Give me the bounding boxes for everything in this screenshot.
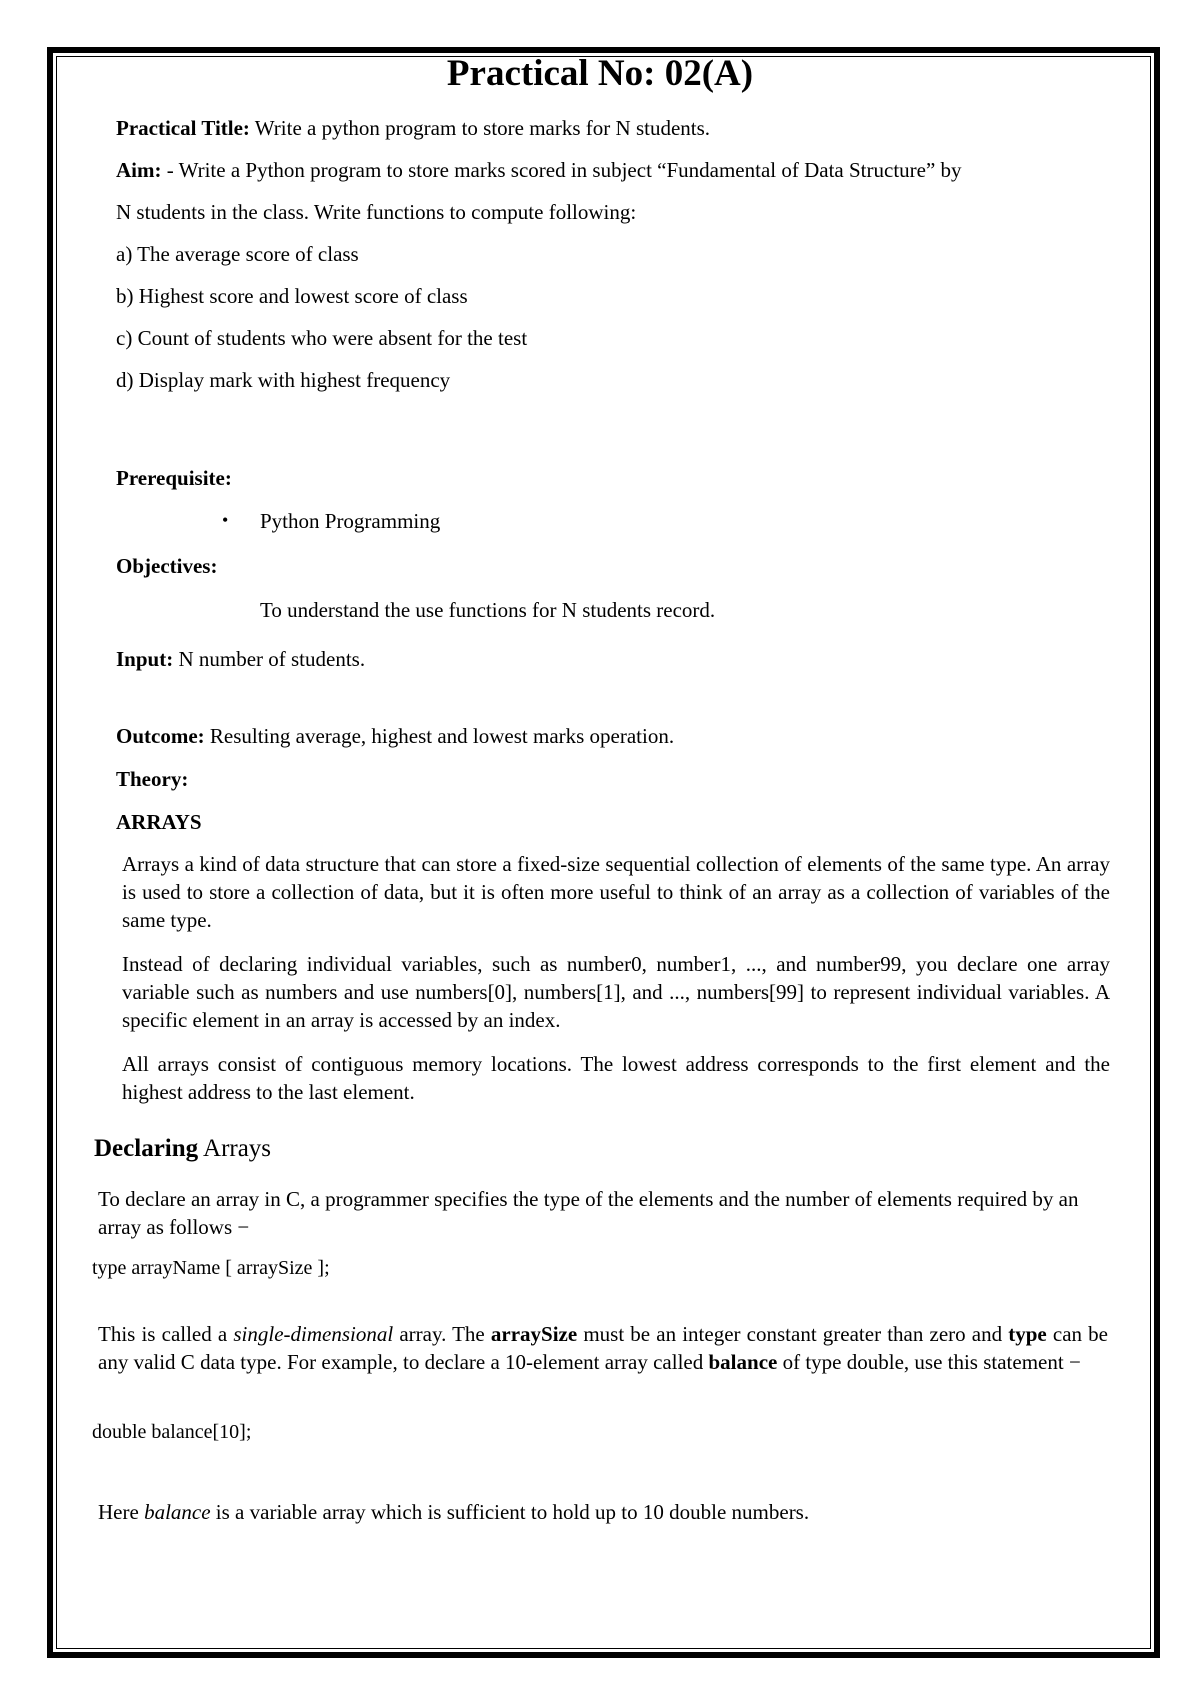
aim-text-2: N students in the class. Write functions to compute following: [116, 200, 637, 224]
practical-title-line [116, 116, 710, 141]
aim-item-d: d) Display mark with highest frequency [116, 368, 451, 392]
objectives-text: To understand the use functions for N students record. [260, 598, 716, 622]
p1-d: arraySize [490, 1322, 578, 1346]
p1-a: This is called a [98, 1322, 234, 1346]
p2-a: Here [98, 1500, 145, 1524]
p2-b: balance [144, 1500, 211, 1524]
aim-item-b: b) Highest score and lowest score of class [116, 284, 468, 308]
arrays-paragraph-3: All arrays consist of contiguous memory locations. The lowest address corresponds to the first element and the highest address to the last element. [122, 1052, 1110, 1104]
declaring-paragraph-1 [98, 1320, 1108, 1376]
aim-item-a: a) The average score of class [116, 242, 359, 266]
p1-b: single-dimensional [233, 1322, 394, 1346]
practical-title-text: Write a python program to store marks for N students. [249, 116, 711, 140]
input-label: Input: [116, 647, 174, 671]
declaring-intro: To declare an array in C, a programmer specifies the type of the elements and the number of elements required by an array as follows − [98, 1187, 1079, 1239]
arrays-paragraph-2: Instead of declaring individual variables, such as number0, number1, ..., and number99, you declare one array variable such as numbers and use numbers[0], numbers[1], and ..., numbers[99] to represent individual variables. A specific element in an array is accessed by an index. [122, 952, 1110, 1032]
prerequisite-item: Python Programming [260, 509, 441, 533]
p1-h: balance [708, 1350, 778, 1374]
aim-line [116, 158, 962, 183]
bullet-icon: • [222, 510, 229, 530]
declaring-arrays-heading [94, 1135, 271, 1163]
declaring-syntax: type arrayName [ arraySize ]; [92, 1257, 330, 1279]
declaring-heading-rest: Arrays [198, 1135, 272, 1162]
p1-e: must be an integer constant greater than zero and [577, 1322, 1009, 1346]
theory-label: Theory: [116, 767, 189, 791]
p1-g: can be any valid C data type. For example, to declare a 10-element array called [98, 1322, 1108, 1374]
p1-f: type [1008, 1322, 1047, 1346]
aim-item-c: c) Count of students who were absent for the test [116, 326, 528, 350]
declaring-paragraph-2 [98, 1500, 809, 1525]
objectives-label: Objectives: [116, 554, 218, 578]
p1-c: array. The [393, 1322, 491, 1346]
p2-c: is a variable array which is sufficient to hold up to 10 double numbers. [210, 1500, 810, 1524]
outcome-label: Outcome: [116, 724, 205, 748]
input-line [116, 647, 365, 672]
aim-text: - Write a Python program to store marks scored in subject “Fundamental of Data Structure” by [161, 158, 962, 182]
aim-label: Aim: [116, 158, 162, 182]
page-title: Practical No: 02(A) [446, 53, 754, 94]
practical-title-label: Practical Title: [116, 116, 250, 140]
declaring-heading-bold: Declaring [94, 1135, 199, 1162]
outcome-text: Resulting average, highest and lowest marks operation. [204, 724, 675, 748]
declaring-example: double balance[10]; [92, 1421, 252, 1443]
p1-i: of type double, use this statement − [777, 1350, 1081, 1374]
arrays-paragraph-1: Arrays a kind of data structure that can store a fixed-size sequential collection of elements of the same type. An array is used to store a collection of data, but it is often more useful to think of an array as a collection of variables of the same type. [122, 852, 1110, 932]
arrays-heading: ARRAYS [116, 810, 202, 834]
prerequisite-label: Prerequisite: [116, 466, 232, 490]
input-text: N number of students. [173, 647, 366, 671]
outcome-line [116, 724, 674, 749]
